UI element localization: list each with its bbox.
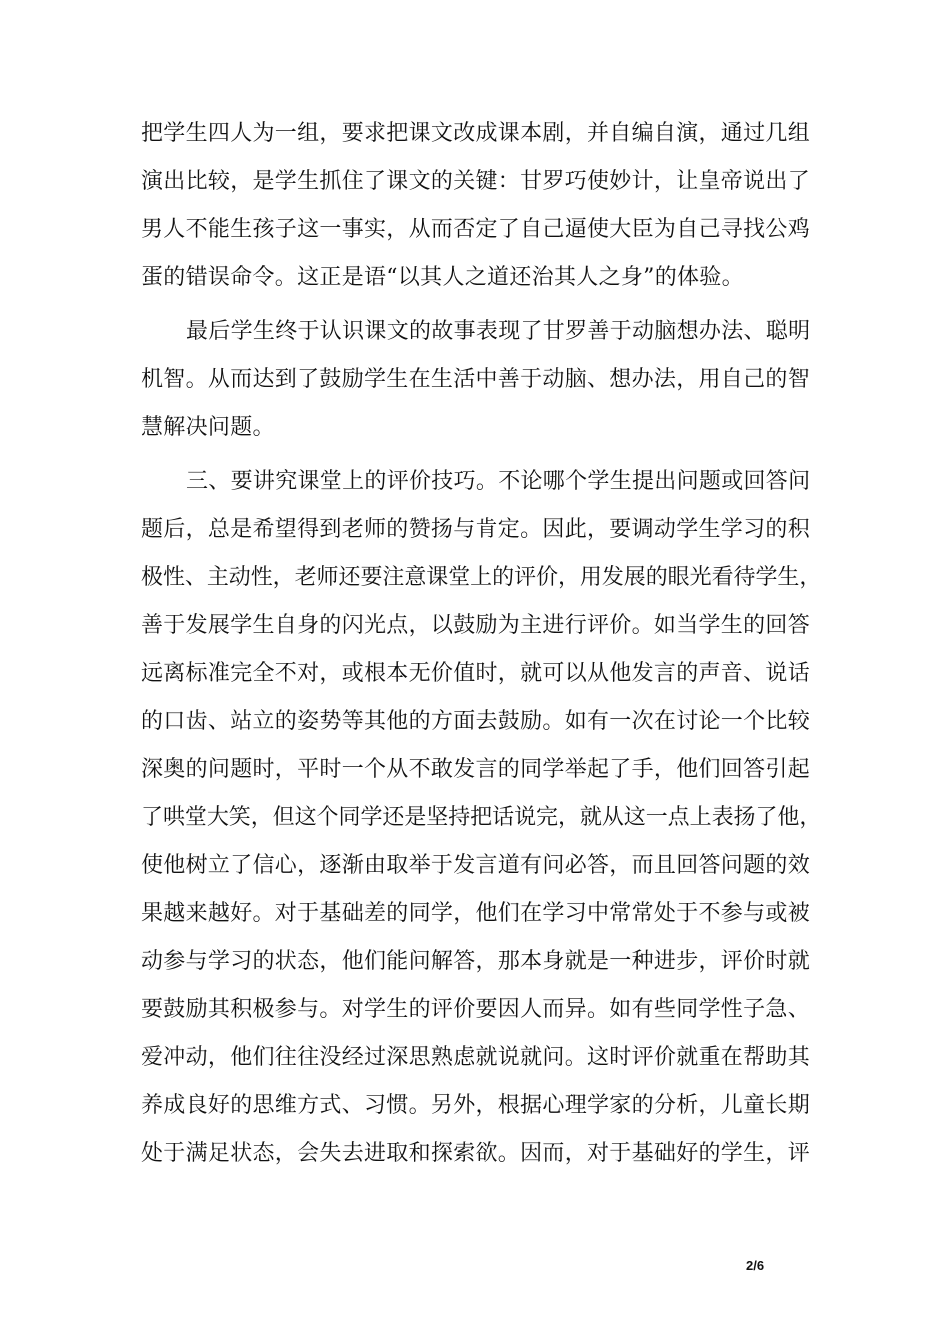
text-line: 了哄堂大笑，但这个同学还是坚持把话说完，就从这一点上表扬了他，: [141, 805, 822, 830]
text-line: 机智。从而达到了鼓励学生在生活中善于动脑、想办法，用自己的智: [141, 367, 811, 392]
text-line: 最后学生终于认识课文的故事表现了甘罗善于动脑想办法、聪明: [186, 319, 811, 344]
text-line: 善于发展学生自身的闪光点，以鼓励为主进行评价。如当学生的回答: [141, 613, 811, 638]
text-line: 演出比较，是学生抓住了课文的关键：甘罗巧使妙计，让皇帝说出了: [141, 169, 811, 194]
text-line: [141, 1182, 821, 1222]
text-line: 三、要讲究课堂上的评价技巧。不论哪个学生提出问题或回答问: [186, 469, 811, 494]
text-line: 深奥的问题时，平时一个从不敢发言的同学举起了手，他们回答引起: [141, 757, 811, 782]
text-line: 极性、主动性，老师还要注意课堂上的评价，用发展的眼光看待学生，: [141, 565, 822, 590]
text-line: 把学生四人为一组，要求把课文改成课本剧，并自编自演，通过几组: [141, 121, 811, 146]
text-line: 题后，总是希望得到老师的赞扬与肯定。因此，要调动学生学习的积: [141, 517, 811, 542]
text-line: 使他树立了信心，逐渐由取举于发言道有问必答，而且回答问题的效: [141, 853, 811, 878]
text-line: 蛋的错误命令。这正是语“以其人之道还治其人之身”的体验。: [141, 265, 744, 290]
text-line: 动参与学习的状态，他们能问解答，那本身就是一种进步，评价时就: [141, 949, 811, 974]
text-line: 远离标准完全不对，或根本无价值时，就可以从他发言的声音、说话: [141, 661, 811, 686]
text-line: 慧解决问题。: [141, 415, 275, 440]
text-line: 养成良好的思维方式、习惯。另外，根据心理学家的分析，儿童长期: [141, 1093, 811, 1118]
page-number: 2/6: [746, 1258, 765, 1273]
text-line: 男人不能生孩子这一事实，从而否定了自己逼使大臣为自己寻找公鸡: [141, 217, 811, 242]
text-line: 爱冲动，他们往往没经过深思熟虑就说就问。这时评价就重在帮助其: [141, 1045, 811, 1070]
text-line: 处于满足状态，会失去进取和探索欲。因而，对于基础好的学生，评: [141, 1141, 811, 1166]
text-line: 要鼓励其积极参与。对学生的评价要因人而异。如有些同学性子急、: [141, 997, 811, 1022]
text-line: 果越来越好。对于基础差的同学，他们在学习中常常处于不参与或被: [141, 901, 811, 926]
text-line: 的口齿、站立的姿势等其他的方面去鼓励。如有一次在讨论一个比较: [141, 709, 811, 734]
